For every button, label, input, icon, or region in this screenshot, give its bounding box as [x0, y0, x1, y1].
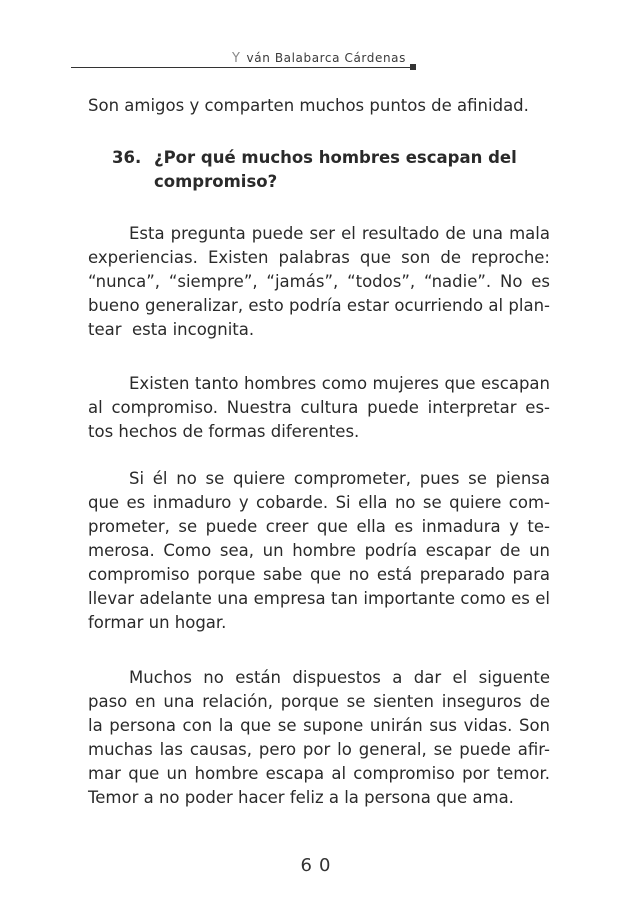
text-line: paso en una relación, porque se sienten inseguros de	[88, 692, 550, 711]
text-line: experiencias. Existen palabras que son de reproche:	[88, 248, 550, 267]
text-line: que es inmaduro y cobarde. Si ella no se quiere com-	[88, 493, 550, 512]
header-initial-glyph: Y	[232, 51, 241, 66]
running-header	[232, 51, 406, 66]
header-author: ván Balabarca Cárdenas	[246, 51, 406, 65]
text-line: compromiso porque sabe que no está preparado para	[88, 565, 550, 584]
text-line: formar un hogar.	[88, 613, 227, 632]
text-line: tos hechos de formas diferentes.	[88, 422, 360, 441]
text-line: muchas las causas, pero por lo general, se puede afir-	[88, 740, 550, 759]
text-line: “nunca”, “siempre”, “jamás”, “todos”, “nadie”. No es	[88, 272, 550, 291]
question-line: compromiso?	[154, 172, 278, 191]
text-line: Son amigos y comparten muchos puntos de afinidad.	[88, 96, 529, 115]
text-line: Temor a no poder hacer feliz a la persona que ama.	[88, 788, 514, 807]
page-number: 60	[300, 855, 338, 876]
paragraph-2	[88, 372, 550, 444]
question-text	[154, 146, 552, 194]
question-number: 36.	[112, 148, 142, 167]
text-line: Muchos no están dispuestos a dar el siguente	[129, 668, 550, 687]
text-line: merosa. Como sea, un hombre podría escapar de un	[88, 541, 550, 560]
header-rule	[71, 67, 413, 68]
text-line: la persona con la que se supone unirán sus vidas. Son	[88, 716, 550, 735]
paragraph-1	[88, 222, 550, 342]
text-line: Existen tanto hombres como mujeres que escapan	[129, 374, 550, 393]
question-line: ¿Por qué muchos hombres escapan del	[154, 148, 517, 167]
text-line: tear esta incognita.	[88, 320, 255, 339]
text-line: prometer, se puede creer que ella es inmadura y te-	[88, 517, 550, 536]
text-line: Esta pregunta puede ser el resultado de una mala	[129, 224, 550, 243]
text-line: bueno generalizar, esto podría estar ocurriendo al plan-	[88, 296, 550, 315]
text-line: mar que un hombre escapa al compromiso por temor.	[88, 764, 550, 783]
text-line: Si él no se quiere comprometer, pues se piensa	[129, 469, 550, 488]
paragraph-3	[88, 467, 550, 635]
header-rule-square	[410, 64, 416, 70]
intro-paragraph	[88, 94, 550, 118]
text-line: llevar adelante una empresa tan importante como es el	[88, 589, 550, 608]
text-line: al compromiso. Nuestra cultura puede interpretar es-	[88, 398, 550, 417]
paragraph-4	[88, 666, 550, 810]
